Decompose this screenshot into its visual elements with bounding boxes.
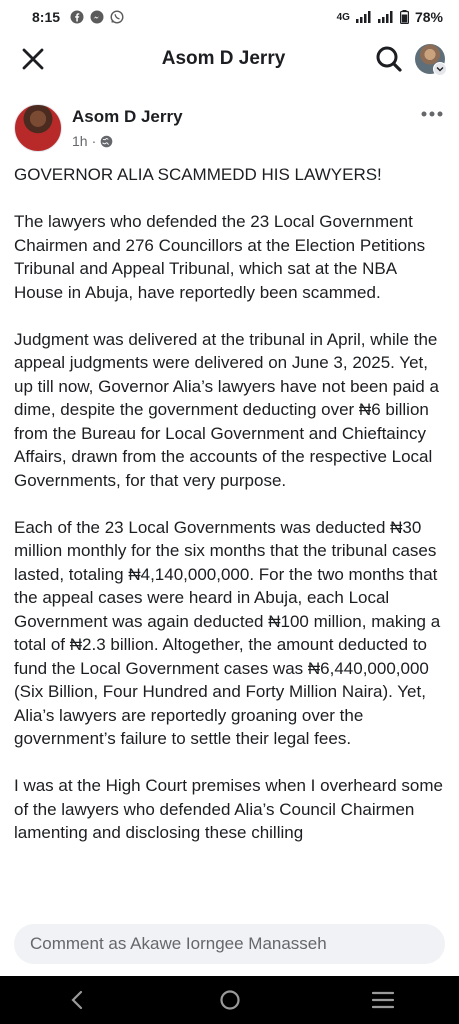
comment-input[interactable] xyxy=(14,924,445,964)
back-button[interactable] xyxy=(47,980,107,1020)
more-options-button[interactable] xyxy=(418,104,446,124)
post-meta xyxy=(72,104,183,149)
post-time[interactable]: 1h xyxy=(72,133,88,149)
separator-dot: · xyxy=(91,133,97,149)
post-author[interactable]: Asom D Jerry xyxy=(72,107,183,126)
close-button[interactable] xyxy=(18,44,48,74)
back-icon xyxy=(70,990,84,1010)
network-type: 4G xyxy=(336,11,350,23)
recents-button[interactable] xyxy=(353,980,413,1020)
more-icon xyxy=(421,111,443,117)
status-bar xyxy=(0,0,459,34)
page-title: Asom D Jerry xyxy=(161,48,286,69)
home-icon xyxy=(219,989,241,1011)
post-paragraph: I was at the High Court premises when I overheard some of the lawyers who defended Alia’s Council Chairmen lamenting and disclosing these chilling xyxy=(14,776,443,842)
post-header xyxy=(14,104,446,156)
signal-icon xyxy=(356,11,372,23)
post-subline xyxy=(72,133,183,149)
chevron-down-icon xyxy=(433,62,447,76)
battery-icon xyxy=(400,10,409,24)
whatsapp-notification-icon xyxy=(110,10,124,24)
post-paragraph: Each of the 23 Local Governments was deducted ₦30 million monthly for the six months that the tribunal cases lasted, totaling ₦4,140,000,000. For the two months that the appeal cases were heard in Abuja, each Local Government was again deducted ₦100 million, making a total of ₦2.3 billion. Altogether, the amount deducted to fund the Local Government cases was ₦6,440,000,000 (Six Billion, Four Hundred and Forty Million Naira). Yet, Alia’s lawyers are reportedly groaning over the government’s failure to settle their legal fees. xyxy=(14,517,441,748)
messenger-notification-icon xyxy=(90,10,104,24)
home-button[interactable] xyxy=(200,980,260,1020)
status-time: 8:15 xyxy=(32,9,61,25)
close-icon xyxy=(22,48,44,70)
system-nav-bar xyxy=(0,976,459,1024)
post-body xyxy=(14,163,448,868)
search-icon xyxy=(375,45,403,73)
menu-icon xyxy=(372,991,394,1009)
author-avatar[interactable] xyxy=(14,104,62,152)
status-left xyxy=(32,9,124,25)
globe-icon xyxy=(100,135,113,148)
post-paragraph: Judgment was delivered at the tribunal in April, while the appeal judgments were delivered on June 3, 2025. Yet, up till now, Governor Alia’s lawyers have not been paid a dime, despite the government deducting over ₦6 billion from the Bureau for Local Government and Chieftaincy Affairs, drawn from the accounts of the respective Local Governments, for that very purpose. xyxy=(14,329,439,490)
page-header xyxy=(0,34,459,84)
battery-level: 78% xyxy=(414,9,443,25)
status-right xyxy=(337,9,443,25)
post-paragraph: GOVERNOR ALIA SCAMMEDD HIS LAWYERS! xyxy=(14,165,382,184)
profile-avatar-button[interactable] xyxy=(415,44,445,74)
facebook-notification-icon xyxy=(70,10,84,24)
comment-bar xyxy=(0,912,459,974)
post-paragraph: The lawyers who defended the 23 Local Government Chairmen and 276 Councillors at the Election Petitions Tribunal and Appeal Tribunal, which sat at the NBA House in Abuja, have reportedly been scammed. xyxy=(14,212,426,302)
search-button[interactable] xyxy=(373,43,405,75)
signal-icon-secondary xyxy=(378,11,394,23)
